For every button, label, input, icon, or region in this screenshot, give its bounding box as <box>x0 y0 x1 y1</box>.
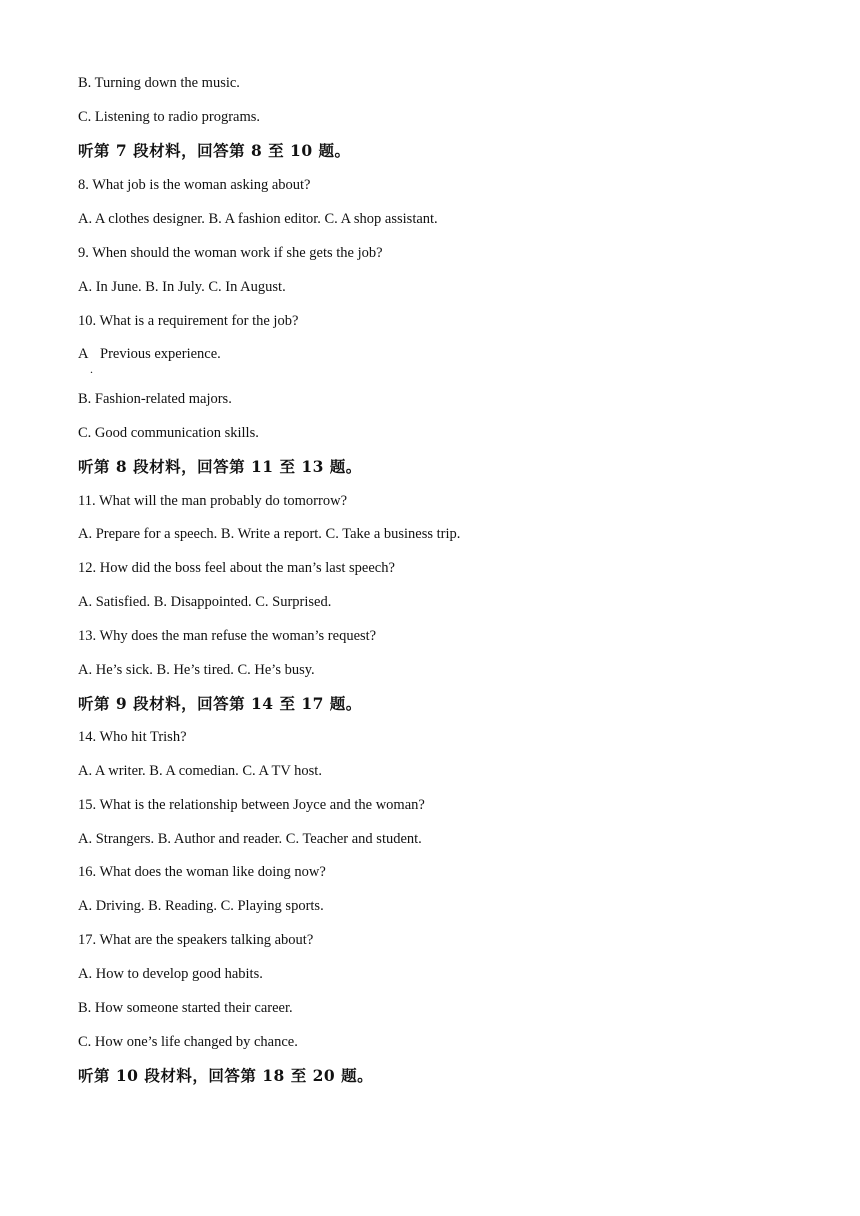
options-line: A. Strangers. B. Author and reader. C. Teacher and student. <box>78 831 422 847</box>
question-line: 15. What is the relationship between Joyce and the woman? <box>78 797 425 813</box>
question-line: 9. When should the woman work if she gets the job? <box>78 245 383 261</box>
option-line: B. How someone started their career. <box>78 1000 293 1016</box>
option-letter: A <box>78 346 89 362</box>
question-line: 8. What job is the woman asking about? <box>78 177 311 193</box>
options-line: A. A writer. B. A comedian. C. A TV host. <box>78 763 322 779</box>
question-line: 16. What does the woman like doing now? <box>78 864 326 880</box>
options-line: A. Satisfied. B. Disappointed. C. Surprised. <box>78 594 332 610</box>
question-line: 13. Why does the man refuse the woman’s request? <box>78 628 377 644</box>
section-heading: 听第 10 段材料，回答第 18 至 20 题。 <box>78 1066 374 1085</box>
section-heading: 听第 8 段材料，回答第 11 至 13 题。 <box>78 457 362 476</box>
options-line: A. Prepare for a speech. B. Write a report. C. Take a business trip. <box>78 526 461 542</box>
section-heading: 听第 9 段材料，回答第 14 至 17 题。 <box>78 694 362 713</box>
option-line: C. How one’s life changed by chance. <box>78 1034 298 1050</box>
option-line: B. Turning down the music. <box>78 75 240 91</box>
question-line: 17. What are the speakers talking about? <box>78 932 314 948</box>
option-dot: . <box>90 362 93 376</box>
options-line: A. He’s sick. B. He’s tired. C. He’s busy. <box>78 662 315 678</box>
option-line: B. Fashion-related majors. <box>78 391 232 407</box>
question-line: 14. Who hit Trish? <box>78 729 187 745</box>
option-line: C. Good communication skills. <box>78 425 259 441</box>
options-line: A. In June. B. In July. C. In August. <box>78 279 286 295</box>
option-text: Previous experience. <box>100 346 221 362</box>
option-line: C. Listening to radio programs. <box>78 109 261 125</box>
section-heading: 听第 7 段材料，回答第 8 至 10 题。 <box>78 141 351 160</box>
options-line: A. A clothes designer. B. A fashion editor. C. A shop assistant. <box>78 211 438 227</box>
question-line: 10. What is a requirement for the job? <box>78 313 299 329</box>
question-line: 11. What will the man probably do tomorrow? <box>78 493 348 509</box>
options-line: A. Driving. B. Reading. C. Playing sports. <box>78 898 324 914</box>
question-line: 12. How did the boss feel about the man’s last speech? <box>78 560 395 576</box>
option-line: A. How to develop good habits. <box>78 966 263 982</box>
